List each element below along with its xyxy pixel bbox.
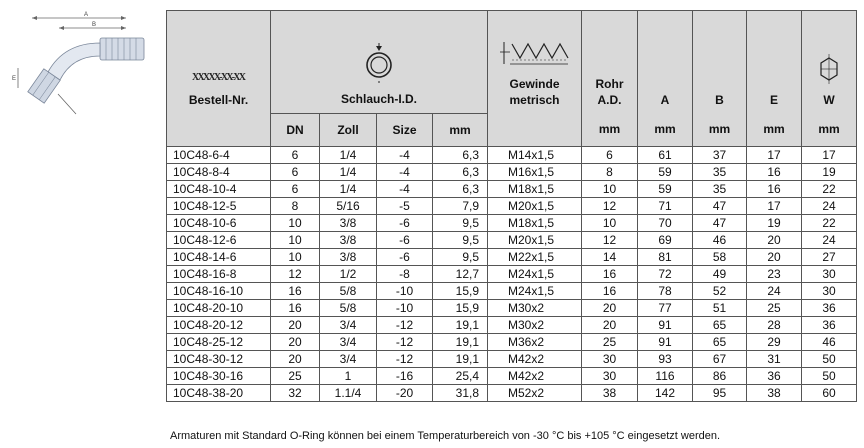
table-cell: 12 [582,198,638,215]
table-cell: 1.1/4 [320,385,377,402]
header-rohr-label-2: A.D. [597,92,622,107]
table-cell: 35 [693,164,747,181]
table-cell: M30x2 [488,317,582,334]
table-cell: -4 [377,181,433,198]
table-cell: 27 [802,249,857,266]
header-bestell-label: Bestell-Nr. [188,92,249,107]
table-cell: 116 [638,368,693,385]
table-cell: -6 [377,249,433,266]
table-cell: 30 [582,368,638,385]
table-cell: 6 [271,164,320,181]
table-cell: 49 [693,266,747,283]
table-cell: 12 [582,232,638,249]
table-cell: 10C48-38-20 [167,385,271,402]
table-cell: 37 [693,147,747,164]
col-head-b: B [693,11,747,114]
table-cell: -6 [377,215,433,232]
table-cell: 35 [693,181,747,198]
table-cell: 1/4 [320,147,377,164]
table-cell: M52x2 [488,385,582,402]
table-cell: 1 [320,368,377,385]
table-cell: 47 [693,198,747,215]
table-row [167,215,857,232]
header-gewinde-label-1: Gewinde [509,76,560,91]
table-cell: 38 [582,385,638,402]
table-cell: 32 [271,385,320,402]
table-cell: -12 [377,334,433,351]
table-cell: 78 [638,283,693,300]
table-cell: 10C48-8-4 [167,164,271,181]
table-cell: 1/4 [320,181,377,198]
table-cell: M18x1,5 [488,181,582,198]
table-cell: -5 [377,198,433,215]
table-cell: 10C48-12-6 [167,232,271,249]
table-cell: 16 [271,283,320,300]
table-cell: 1/2 [320,266,377,283]
table-cell: 3/8 [320,249,377,266]
table-cell: M14x1,5 [488,147,582,164]
table-cell: 16 [271,300,320,317]
dim-label-b: B [92,22,97,28]
table-cell: 91 [638,334,693,351]
table-row [167,300,857,317]
table-cell: 20 [271,317,320,334]
table-cell: M42x2 [488,368,582,385]
table-cell: -4 [377,164,433,181]
table-cell: M36x2 [488,334,582,351]
table-cell: 9,5 [433,215,488,232]
table-cell: 50 [802,351,857,368]
dim-label-a: A [84,12,89,18]
table-cell: 17 [747,198,802,215]
table-cell: 20 [271,351,320,368]
table-row [167,368,857,385]
subhead-empty-bestell [167,114,271,147]
table-cell: 19,1 [433,351,488,368]
table-cell: M20x1,5 [488,232,582,249]
table-cell: M18x1,5 [488,215,582,232]
table-cell: 46 [802,334,857,351]
subhead-mm-rohr: mm [582,114,638,147]
table-cell: 24 [747,283,802,300]
table-cell: 3/4 [320,351,377,368]
table-cell: 16 [582,266,638,283]
table-cell: 17 [802,147,857,164]
table-cell: 17 [747,147,802,164]
hose-cross-section-icon [359,43,399,83]
subhead-size: Size [377,114,433,147]
col-head-bestell [167,11,271,114]
table-cell: 23 [747,266,802,283]
table-cell: 8 [271,198,320,215]
col-head-rohr [582,11,638,114]
fitting-diagram [4,10,154,122]
table-cell: 3/8 [320,215,377,232]
table-cell: 16 [582,283,638,300]
subhead-mm-e: mm [747,114,802,147]
table-cell: 19 [747,215,802,232]
table-cell: -12 [377,351,433,368]
table-cell: 46 [693,232,747,249]
table-cell: 20 [271,334,320,351]
table-cell: 30 [582,351,638,368]
table-cell: 10 [271,232,320,249]
subhead-zoll: Zoll [320,114,377,147]
table-cell: 31 [747,351,802,368]
table-cell: 60 [802,385,857,402]
table-cell: 51 [693,300,747,317]
table-row [167,198,857,215]
table-cell: 10C48-12-5 [167,198,271,215]
table-cell: -4 [377,147,433,164]
table-cell: 30 [802,266,857,283]
table-row [167,283,857,300]
table-cell: 19,1 [433,317,488,334]
table-cell: 38 [747,385,802,402]
header-gewinde-label-2: metrisch [509,92,560,107]
table-cell: 20 [582,300,638,317]
table-cell: 3/8 [320,232,377,249]
table-cell: -8 [377,266,433,283]
table-cell: 59 [638,181,693,198]
table-row [167,317,857,334]
table-cell: 10 [582,215,638,232]
table-row [167,181,857,198]
table-cell: 91 [638,317,693,334]
table-cell: 10C48-6-4 [167,147,271,164]
table-cell: 10C48-16-10 [167,283,271,300]
table-cell: 10C48-14-6 [167,249,271,266]
table-cell: 10C48-10-4 [167,181,271,198]
table-cell: 5/8 [320,283,377,300]
table-cell: M16x1,5 [488,164,582,181]
metric-thread-icon [500,38,570,68]
table-cell: 10 [271,249,320,266]
table-cell: 65 [693,317,747,334]
table-cell: 12,7 [433,266,488,283]
col-head-gewinde [488,11,582,114]
subhead-mm-b: mm [693,114,747,147]
table-cell: 28 [747,317,802,334]
table-cell: 72 [638,266,693,283]
table-cell: 52 [693,283,747,300]
table-cell: 10 [271,215,320,232]
table-cell: 36 [802,300,857,317]
table-row [167,385,857,402]
table-cell: 22 [802,215,857,232]
table-cell: 6 [271,181,320,198]
table-cell: M22x1,5 [488,249,582,266]
table-cell: 19,1 [433,334,488,351]
table-cell: -20 [377,385,433,402]
table-cell: M30x2 [488,300,582,317]
table-cell: 6 [582,147,638,164]
table-cell: 20 [747,232,802,249]
table-cell: 19 [802,164,857,181]
table-cell: 67 [693,351,747,368]
table-cell: 36 [802,317,857,334]
table-cell: 16 [747,164,802,181]
table-cell: 93 [638,351,693,368]
dim-label-e: E [12,76,17,82]
table-cell: 22 [802,181,857,198]
subhead-dn: DN [271,114,320,147]
table-cell: 14 [582,249,638,266]
table-cell: 10 [582,181,638,198]
table-cell: 5/8 [320,300,377,317]
table-cell: 25 [582,334,638,351]
table-cell: 25,4 [433,368,488,385]
table-cell: 9,5 [433,232,488,249]
table-cell: 29 [747,334,802,351]
table-cell: 7,9 [433,198,488,215]
table-cell: 25 [271,368,320,385]
table-cell: 5/16 [320,198,377,215]
table-cell: 20 [582,317,638,334]
table-cell: -16 [377,368,433,385]
hex-nut-icon [818,54,840,84]
table-cell: 10C48-30-12 [167,351,271,368]
table-cell: 16 [747,181,802,198]
table-cell: 6,3 [433,164,488,181]
table-cell: 15,9 [433,283,488,300]
table-row [167,266,857,283]
table-cell: 10C48-30-16 [167,368,271,385]
table-cell: 65 [693,334,747,351]
table-cell: 9,5 [433,249,488,266]
table-cell: 3/4 [320,334,377,351]
table-cell: 86 [693,368,747,385]
table-cell: 10C48-16-8 [167,266,271,283]
header-schlauch-label: Schlauch-I.D. [340,92,417,106]
table-cell: 1/4 [320,164,377,181]
table-cell: 142 [638,385,693,402]
table-row [167,351,857,368]
table-row [167,164,857,181]
table-cell: 58 [693,249,747,266]
table-cell: 8 [582,164,638,181]
col-head-a: A [638,11,693,114]
subhead-mm-a: mm [638,114,693,147]
col-head-w: W [802,11,857,114]
table-cell: 36 [747,368,802,385]
table-cell: -10 [377,300,433,317]
order-code-icon [189,68,249,84]
table-cell: M24x1,5 [488,266,582,283]
table-cell: 10C48-25-12 [167,334,271,351]
temperature-note: Armaturen mit Standard O-Ring können bei einem Temperaturbereich von -30 °C bis +105 °C eingesetzt werden. [170,430,721,442]
table-cell: 24 [802,198,857,215]
table-cell: -12 [377,317,433,334]
table-cell: 15,9 [433,300,488,317]
table-row [167,249,857,266]
svg-text:XXXXX-XX-XX: XXXXX-XX-XX [191,71,246,83]
header-rohr-label-1: Rohr [595,76,624,91]
table-cell: 30 [802,283,857,300]
table-cell: 95 [693,385,747,402]
subhead-empty-gewinde [488,114,582,147]
table-row [167,334,857,351]
table-cell: -6 [377,232,433,249]
table-cell: 12 [271,266,320,283]
col-head-schlauch [271,11,488,114]
table-cell: 31,8 [433,385,488,402]
table-cell: 24 [802,232,857,249]
table-cell: M42x2 [488,351,582,368]
table-cell: 10C48-20-12 [167,317,271,334]
table-cell: M20x1,5 [488,198,582,215]
table-cell: 69 [638,232,693,249]
table-row [167,147,857,164]
table-cell: 50 [802,368,857,385]
table-cell: 6,3 [433,147,488,164]
table-cell: 77 [638,300,693,317]
table-cell: 70 [638,215,693,232]
table-cell: 10C48-10-6 [167,215,271,232]
table-cell: 20 [747,249,802,266]
table-cell: M24x1,5 [488,283,582,300]
col-head-e: E [747,11,802,114]
table-cell: 10C48-20-10 [167,300,271,317]
table-cell: 25 [747,300,802,317]
table-cell: 3/4 [320,317,377,334]
table-cell: 6,3 [433,181,488,198]
subhead-mm-schlauch: mm [433,114,488,147]
table-cell: 81 [638,249,693,266]
table-cell: 61 [638,147,693,164]
table-cell: 59 [638,164,693,181]
table-cell: 47 [693,215,747,232]
table-row [167,232,857,249]
subhead-mm-w: mm [802,114,857,147]
table-cell: 71 [638,198,693,215]
spec-table [166,10,857,402]
table-cell: 6 [271,147,320,164]
table-cell: -10 [377,283,433,300]
